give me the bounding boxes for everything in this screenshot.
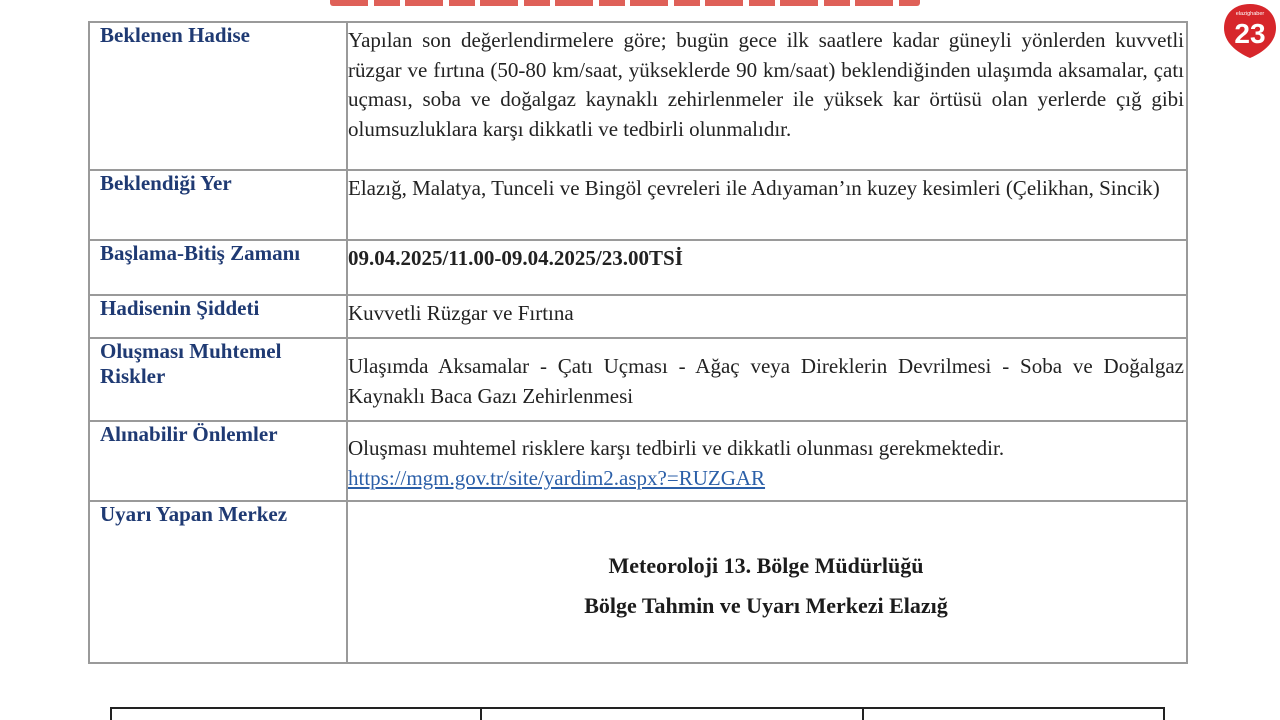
table-row [89,421,1187,501]
row-label: Alınabilir Önlemler [89,421,347,501]
next-table-cell [864,709,1163,720]
row-value: Yapılan son değerlendirmelere göre; bugün gece ilk saatlere kadar güneyli yönlerden kuvvetli rüzgar ve fırtına (50-80 km/saat, yükseklerde 90 km/saat) beklendiğinden ulaşımda aksamalar, çatı uçması, soba ve doğalgaz kaynaklı zehirlenmeler ile yüksek kar örtüsü olan yerlerde çığ gibi olumsuzluklara karşı dikkatli ve tedbirli olunmalıdır. [347,22,1187,170]
row-value: Kuvvetli Rüzgar ve Fırtına [347,295,1187,338]
table-row [89,170,1187,240]
row-value [347,421,1187,501]
row-label: Beklendiği Yer [89,170,347,240]
warning-table [88,21,1188,664]
next-table-cut-off [110,707,1165,720]
center-name-line2: Bölge Tahmin ve Uyarı Merkezi Elazığ [584,593,948,618]
row-value [347,501,1187,663]
table-row [89,22,1187,170]
row-label: Başlama-Bitiş Zamanı [89,240,347,295]
table-row [89,240,1187,295]
row-value: 09.04.2025/11.00-09.04.2025/23.00TSİ [347,240,1187,295]
row-label: Beklenen Hadise [89,22,347,170]
logo-small-text: elazighaber [1235,11,1265,17]
site-logo-badge [1222,2,1278,60]
row-label: Uyarı Yapan Merkez [89,501,347,663]
next-table-cell [112,709,482,720]
mgm-help-link[interactable]: https://mgm.gov.tr/site/yardim2.aspx?=RUZGAR [348,465,766,490]
table-row [89,295,1187,338]
row-label: Hadisenin Şiddeti [89,295,347,338]
table-row [89,501,1187,663]
table-row [89,338,1187,421]
center-name-line1: Meteoroloji 13. Bölge Müdürlüğü [608,553,924,578]
next-table-cell [482,709,864,720]
row-label: Oluşması Muhtemel Riskler [89,338,347,421]
cut-off-heading-text [330,0,920,6]
row-value: Ulaşımda Aksamalar - Çatı Uçması - Ağaç veya Direklerin Devrilmesi - Soba ve Doğalgaz Kaynaklı Baca Gazı Zehirlenmesi [347,338,1187,421]
cut-off-heading [330,0,920,6]
logo-number: 23 [1234,18,1266,49]
row-value: Elazığ, Malatya, Tunceli ve Bingöl çevreleri ile Adıyaman’ın kuzey kesimleri (Çelikhan, Sincik) [347,170,1187,240]
precaution-text: Oluşması muhtemel risklere karşı tedbirli ve dikkatli olunması gerekmektedir. [348,436,1005,460]
